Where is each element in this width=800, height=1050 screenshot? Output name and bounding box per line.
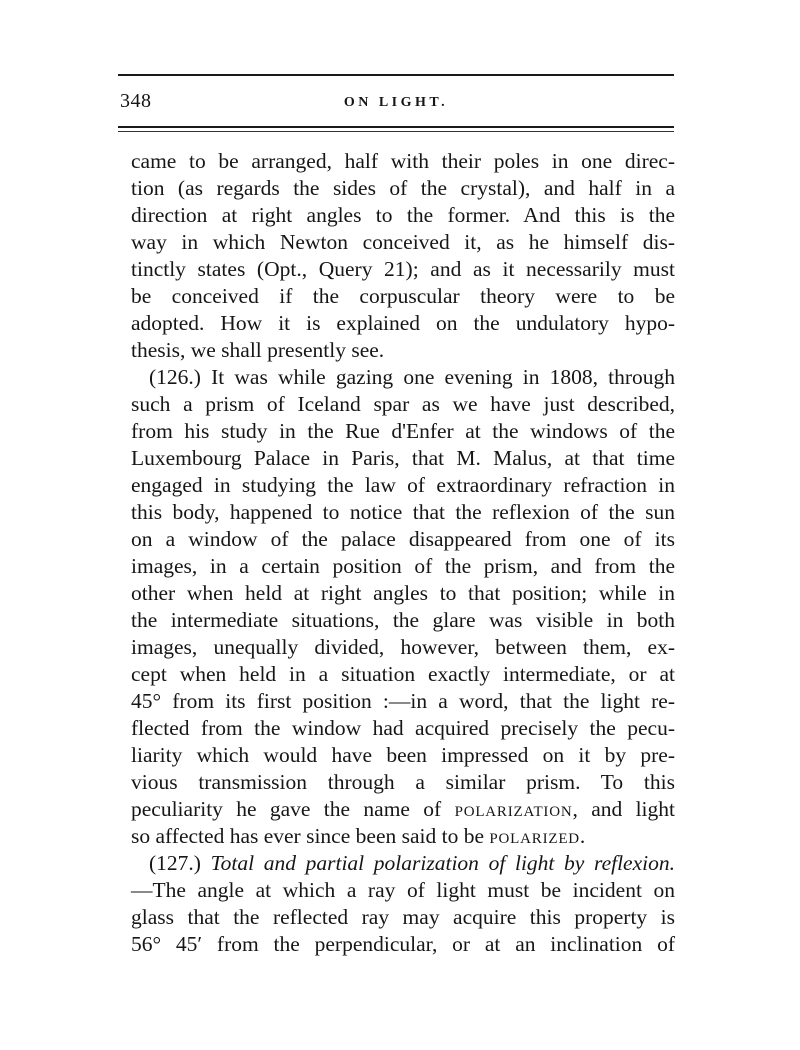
header-bottom-thin-rule (118, 131, 674, 132)
text-line: images, unequally divided, however, between them, ex- (131, 635, 675, 659)
text-fragment: so affected has ever since been said to be (131, 824, 490, 848)
text-line: glass that the reflected ray may acquire this property is (131, 905, 675, 929)
text-line: from his study in the Rue d'Enfer at the windows of the (131, 419, 675, 443)
text-line: direction at right angles to the former. And this is the (131, 203, 675, 227)
text-line: tinctly states (Opt., Query 21); and as it necessarily must (131, 257, 675, 281)
text-line: this body, happened to notice that the reflexion of the sun (131, 500, 675, 524)
text-line: thesis, we shall presently see. (131, 338, 385, 362)
text-line: on a window of the palace disappeared from one of its (131, 527, 675, 551)
text-line: tion (as regards the sides of the crystal), and half in a (131, 176, 675, 200)
text-line: images, in a certain position of the prism, and from the (131, 554, 675, 578)
text-line: —The angle at which a ray of light must be incident on (131, 878, 675, 902)
text-line: liarity which would have been impressed on it by pre- (131, 743, 675, 767)
text-line: such a prism of Iceland spar as we have just described, (131, 392, 675, 416)
text-fragment: peculiarity he gave the name of (131, 797, 455, 821)
text-line: flected from the window had acquired precisely the pecu- (131, 716, 675, 740)
text-line: came to be arranged, half with their poles in one direc- (131, 149, 675, 173)
page-number: 348 (120, 90, 152, 112)
header-bottom-rule (118, 126, 674, 128)
text-line: the intermediate situations, the glare was visible in both (131, 608, 675, 632)
text-line: vious transmission through a similar prism. To this (131, 770, 675, 794)
running-head: ON LIGHT. (343, 95, 449, 110)
text-line: Luxembourg Palace in Paris, that M. Malus, at that time (131, 446, 675, 470)
text-line: 45° from its first position :—in a word, that the light re- (131, 689, 675, 713)
text-line: 56° 45′ from the perpendicular, or at an inclination of (131, 932, 675, 956)
text-line: way in which Newton conceived it, as he himself dis- (131, 230, 675, 254)
text-line: cept when held in a situation exactly intermediate, or at (131, 662, 675, 686)
section-127-heading-line (149, 850, 675, 877)
text-line-polarized (131, 823, 675, 850)
header-top-rule (118, 74, 674, 76)
term-polarized: polarized. (489, 824, 587, 848)
text-line: be conceived if the corpuscular theory were to be (131, 284, 675, 308)
paragraph-126-start: (126.) It was while gazing one evening in 1808, through (149, 365, 675, 389)
text-line: engaged in studying the law of extraordinary refraction in (131, 473, 675, 497)
text-fragment: , and light (572, 797, 676, 821)
text-line: adopted. How it is explained on the undulatory hypo- (131, 311, 675, 335)
text-line: other when held at right angles to that position; while in (131, 581, 675, 605)
section-number: (127.) (149, 851, 211, 875)
term-polarization: polarization (454, 797, 573, 821)
page-header (118, 86, 674, 118)
section-heading: Total and partial polarization of light by reflexion. (210, 851, 675, 875)
text-line-polarization (131, 796, 675, 823)
